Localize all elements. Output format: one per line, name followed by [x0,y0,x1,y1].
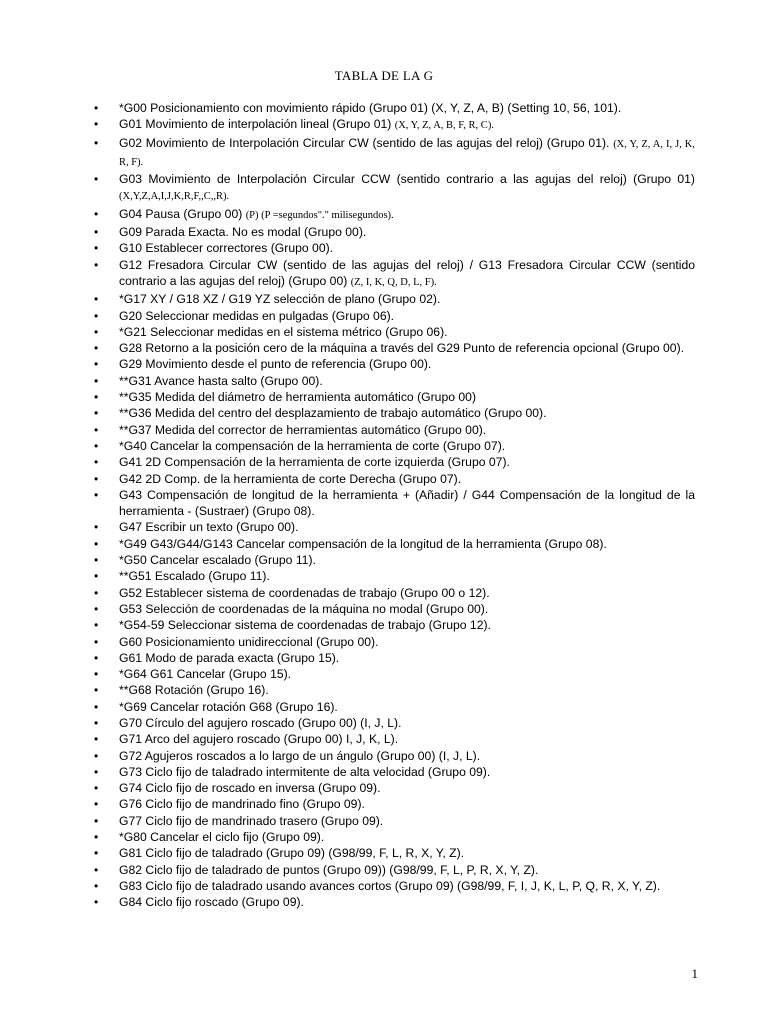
list-item-text: G71 Arco del agujero roscado (Grupo 00) I, J, K, L). [119,732,399,747]
list-item-text: *G50 Cancelar escalado (Grupo 11). [119,553,316,568]
bullet-icon: • [94,373,99,388]
bullet-icon: • [94,241,99,256]
list-item [93,438,695,454]
bullet-icon: • [94,569,99,584]
bullet-icon: • [94,830,99,845]
list-item [93,894,695,910]
list-item-text: G03 Movimiento de Interpolación Circular CCW (sentido contrario a las agujas del reloj) (Grupo 01) [119,172,695,187]
list-item-text: G09 Parada Exacta. No es modal (Grupo 00). [119,225,367,240]
list-item [93,100,695,116]
bullet-icon: • [94,390,99,405]
list-item-text: **G31 Avance hasta salto (Grupo 00). [119,373,323,388]
list-item [93,224,695,240]
list-item-parameters: (X, Y, Z, A, I, J, K, R, F). [119,138,695,168]
bullet-icon: • [94,878,99,893]
bullet-icon: • [94,667,99,682]
list-item-text: G10 Establecer correctores (Grupo 00). [119,241,334,256]
list-item [93,764,695,780]
bullet-icon: • [94,341,99,356]
list-item-text: G84 Ciclo fijo roscado (Grupo 09). [119,895,304,910]
list-item [93,845,695,861]
list-item [93,780,695,796]
list-item-text: G12 Fresadora Circular CW (sentido de las agujas del reloj) / G13 Fresadora Circular CCW (sentido contrario a las agujas del reloj) (Grupo 00) [119,257,695,288]
bullet-icon: • [94,764,99,779]
list-item [93,715,695,731]
bullet-icon: • [94,487,99,502]
bullet-icon: • [94,553,99,568]
list-item [93,206,695,224]
list-item-text: G47 Escribir un texto (Grupo 00). [119,520,299,535]
bullet-icon: • [94,536,99,551]
list-item [93,471,695,487]
list-item [93,405,695,421]
list-item-text: G83 Ciclo fijo de taladrado usando avances cortos (Grupo 09) (G98/99, F, I, J, K, L, P, Q, R, X, Y, Z). [119,878,661,893]
list-item [93,731,695,747]
list-item-text: G53 Selección de coordenadas de la máquina no modal (Grupo 00). [119,601,489,616]
bullet-icon: • [94,438,99,453]
list-item [93,650,695,666]
bullet-icon: • [94,601,99,616]
list-item-text: G01 Movimiento de interpolación lineal (Grupo 01) [119,117,395,132]
bullet-icon: • [94,471,99,486]
list-item [93,308,695,324]
list-item-text: G70 Círculo del agujero roscado (Grupo 00) (I, J, L). [119,715,402,730]
list-item-text: G74 Ciclo fijo de roscado en inversa (Grupo 09). [119,781,381,796]
list-item [93,116,695,134]
list-item-parameters: (P) (P =segundos"." milisegundos). [245,209,394,221]
list-item-text: G20 Seleccionar medidas en pulgadas (Grupo 06). [119,308,395,323]
g-code-list [93,100,695,911]
list-item-text: G81 Ciclo fijo de taladrado (Grupo 09) (G98/99, F, L, R, X, Y, Z). [119,846,465,861]
list-item-text: G43 Compensación de longitud de la herramienta + (Añadir) / G44 Compensación de la longitud de la herramienta - (Sustraer) (Grupo 08). [119,487,695,519]
list-item [93,240,695,256]
bullet-icon: • [94,172,99,187]
list-item-text: G29 Movimiento desde el punto de referencia (Grupo 00). [119,357,432,372]
list-item-text: **G36 Medida del centro del desplazamiento de trabajo automático (Grupo 00). [119,406,547,421]
list-item [93,634,695,650]
list-item-text: *G17 XY / G18 XZ / G19 YZ selección de plano (Grupo 02). [119,292,441,307]
bullet-icon: • [94,135,99,150]
bullet-icon: • [94,650,99,665]
bullet-icon: • [94,520,99,535]
bullet-icon: • [94,683,99,698]
list-item [93,568,695,584]
list-item [93,135,695,172]
bullet-icon: • [94,715,99,730]
page-number: 1 [691,966,698,981]
list-item-text: **G68 Rotación (Grupo 16). [119,683,269,698]
list-item-text: G72 Agujeros roscados a lo largo de un ángulo (Grupo 00) (I, J, L). [119,748,481,763]
list-item-text: G04 Pausa (Grupo 00) [119,206,246,221]
list-item-text: **G35 Medida del diámetro de herramienta automático (Grupo 00) [119,390,477,405]
list-item-text: G41 2D Compensación de la herramienta de corte izquierda (Grupo 07). [119,455,510,470]
list-item-text: *G69 Cancelar rotación G68 (Grupo 16). [119,699,338,714]
list-item-text: *G40 Cancelar la compensación de la herramienta de corte (Grupo 07). [119,438,506,453]
list-item-parameters: (X, Y, Z, A, B, F, R, C). [394,120,494,132]
list-item-text: G76 Ciclo fijo de mandrinado fino (Grupo 09). [119,797,365,812]
bullet-icon: • [94,206,99,221]
bullet-icon: • [94,813,99,828]
list-item-text: G82 Ciclo fijo de taladrado de puntos (Grupo 09)) (G98/99, F, L, P, R, X, Y, Z). [119,862,539,877]
list-item [93,487,695,520]
document-title: TABLA DE LA G [334,68,434,83]
bullet-icon: • [94,117,99,132]
list-item [93,862,695,878]
bullet-icon: • [94,699,99,714]
list-item-text: **G51 Escalado (Grupo 11). [119,569,270,584]
list-item-text: G42 2D Comp. de la herramienta de corte Derecha (Grupo 07). [119,471,462,486]
list-item-text: G77 Ciclo fijo de mandrinado trasero (Grupo 09). [119,813,384,828]
list-item [93,748,695,764]
list-item [93,666,695,682]
bullet-icon: • [94,862,99,877]
bullet-icon: • [94,797,99,812]
list-item-text: *G00 Posicionamiento con movimiento rápido (Grupo 01) (X, Y, Z, A, B) (Setting 10, 56, 101). [119,101,622,115]
bullet-icon: • [94,292,99,307]
list-item [93,324,695,340]
list-item [93,617,695,633]
list-item-parameters: (X,Y,Z,A,I,J,K,R,F,,C,,R). [119,191,230,203]
list-item [93,585,695,601]
bullet-icon: • [94,846,99,861]
list-item-text: G52 Establecer sistema de coordenadas de trabajo (Grupo 00 o 12). [119,585,490,600]
list-item [93,536,695,552]
bullet-icon: • [94,308,99,323]
list-item [93,454,695,470]
list-item [93,257,695,292]
list-item [93,291,695,307]
list-item-text: *G64 G61 Cancelar (Grupo 15). [119,667,292,682]
list-item [93,356,695,372]
bullet-icon: • [94,634,99,649]
bullet-icon: • [94,357,99,372]
list-item-text: G28 Retorno a la posición cero de la máquina a través del G29 Punto de referencia opcional (Grupo 00). [119,341,685,356]
bullet-icon: • [94,781,99,796]
list-item [93,813,695,829]
list-item-text: G60 Posicionamiento unidireccional (Grupo 00). [119,634,379,649]
bullet-icon: • [94,895,99,910]
bullet-icon: • [94,455,99,470]
list-item-text: *G54-59 Seleccionar sistema de coordenadas de trabajo (Grupo 12). [119,618,491,633]
list-item-parameters: (Z, I, K, Q, D, L, F). [350,276,437,288]
list-item [93,389,695,405]
list-item [93,699,695,715]
bullet-icon: • [94,422,99,437]
list-item [93,878,695,894]
bullet-icon: • [94,225,99,240]
list-item-text: **G37 Medida del corrector de herramientas automático (Grupo 00). [119,422,487,437]
bullet-icon: • [94,732,99,747]
list-item [93,422,695,438]
bullet-icon: • [94,748,99,763]
bullet-icon: • [94,618,99,633]
list-item [93,340,695,356]
list-item-text: G73 Ciclo fijo de taladrado intermitente de alta velocidad (Grupo 09). [119,764,491,779]
list-item [93,552,695,568]
bullet-icon: • [94,324,99,339]
list-item [93,682,695,698]
list-item [93,373,695,389]
list-item-text: *G21 Seleccionar medidas en el sistema métrico (Grupo 06). [119,324,448,339]
list-item [93,519,695,535]
list-item [93,796,695,812]
bullet-icon: • [94,406,99,421]
bullet-icon: • [94,585,99,600]
list-item-text: *G49 G43/G44/G143 Cancelar compensación de la longitud de la herramienta (Grupo 08). [119,536,607,551]
list-item-text: G61 Modo de parada exacta (Grupo 15). [119,650,340,665]
list-item-text: *G80 Cancelar el ciclo fijo (Grupo 09). [119,830,325,845]
list-item [93,171,695,206]
list-item [93,601,695,617]
bullet-icon: • [94,257,99,272]
list-item [93,829,695,845]
bullet-icon: • [94,101,99,115]
list-item-text: G02 Movimiento de Interpolación Circular CW (sentido de las agujas del reloj) (Grupo 01). [119,135,614,150]
